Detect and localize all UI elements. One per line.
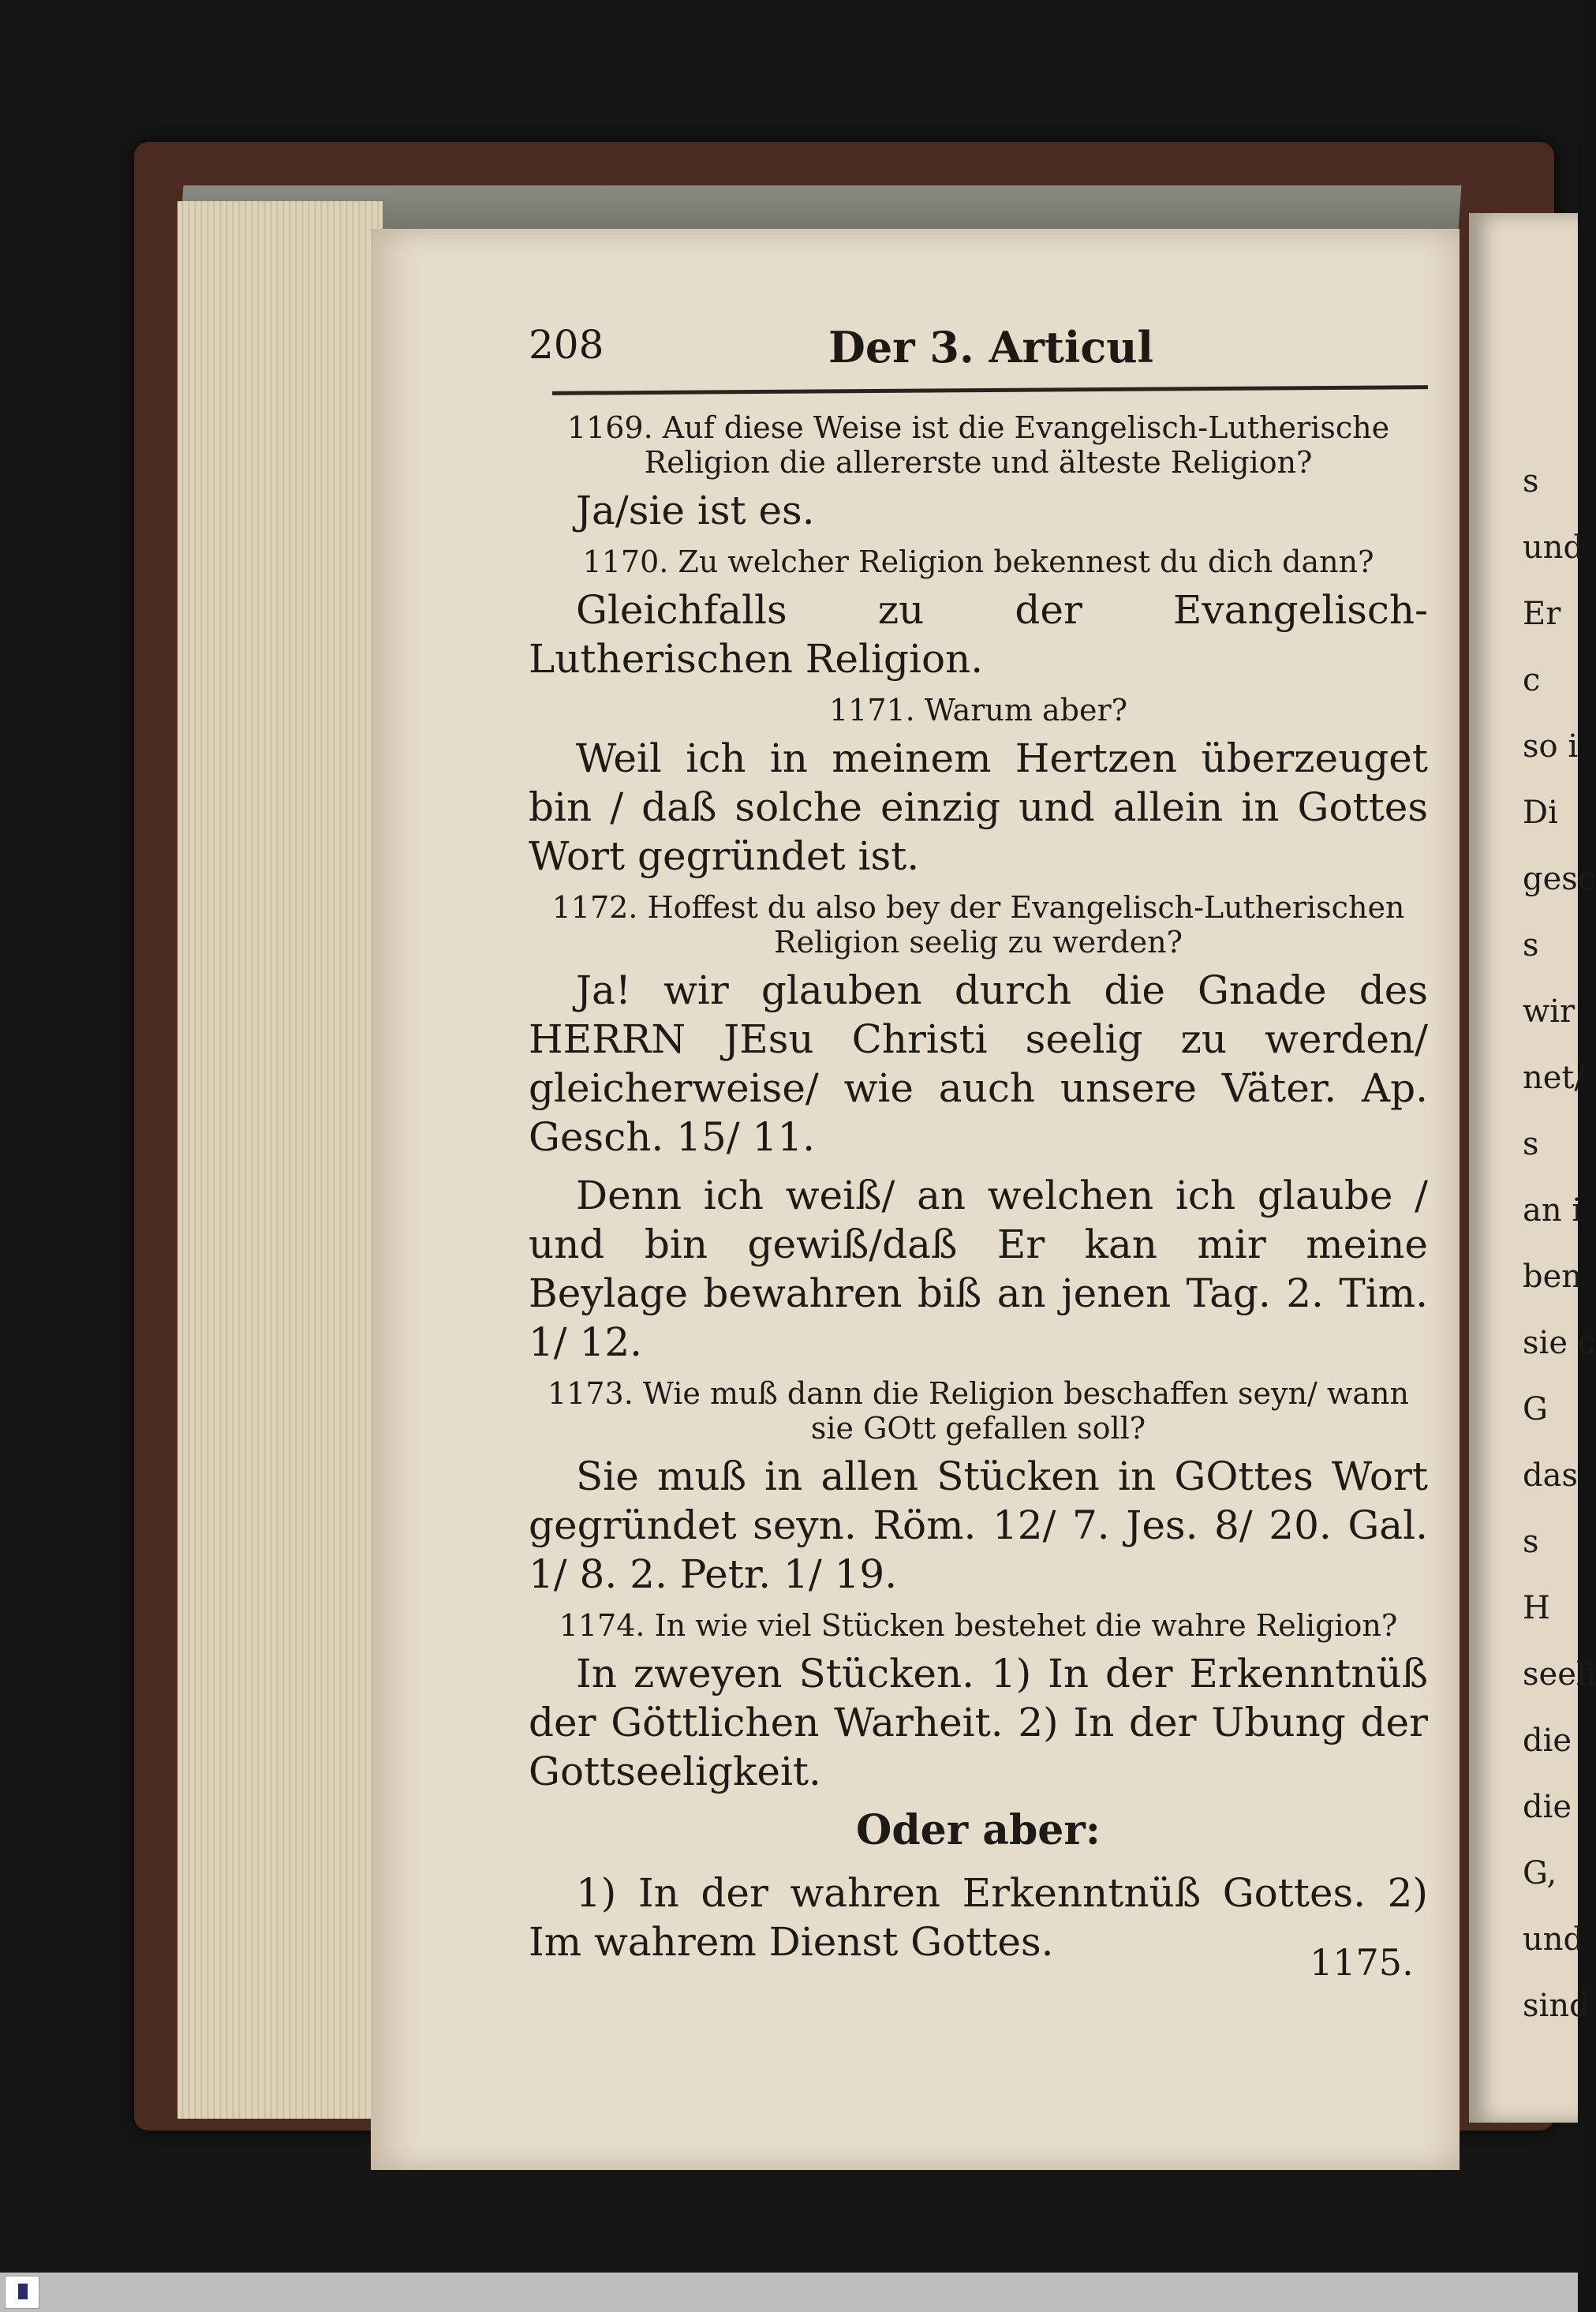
right-page-fragment: das bbox=[1523, 1457, 1578, 1494]
library-logo-icon[interactable] bbox=[5, 2276, 39, 2309]
right-page-fragment: H bbox=[1523, 1590, 1550, 1626]
viewer-bottom-bar bbox=[0, 2273, 1578, 2312]
right-page-fragment: sind bbox=[1523, 1988, 1590, 2024]
running-head bbox=[529, 322, 1428, 377]
answer: Sie muß in allen Stücken in GOttes Wort gegründet seyn. Röm. 12/ 7. Jes. 8/ 20. Gal. 1/ 8. 2. Petr. 1/ 19. bbox=[529, 1453, 1428, 1597]
answer: Ja/sie ist es. bbox=[576, 488, 815, 533]
right-page-fragment: und bbox=[1523, 529, 1584, 566]
right-page-fragment: die bbox=[1523, 1723, 1572, 1759]
entry-1170 bbox=[529, 544, 1428, 683]
right-page-fragment: die bbox=[1523, 1789, 1572, 1825]
right-page-fragment: G bbox=[1523, 1391, 1548, 1427]
right-page-fragment: s bbox=[1523, 1126, 1539, 1162]
answer: Weil ich in meinem Hertzen überzeuget bin / daß solche einzig und allein in Gottes Wort gegründet ist. bbox=[529, 735, 1428, 879]
right-page-fragment: an i bbox=[1523, 1192, 1583, 1229]
answer: Denn ich weiß/ an welchen ich glaube / und bin gewiß/daß Er kan mir meine Beylage bewahren biß an jenen Tag. 2. Tim. 1/ 12. bbox=[529, 1173, 1428, 1365]
page-stack-edge bbox=[178, 201, 383, 2119]
subheading: Oder aber: bbox=[856, 1806, 1101, 1854]
question: 1169. Auf diese Weise ist die Evangelisch-Lutherische Religion die allererste und älteste Religion? bbox=[566, 410, 1390, 480]
right-page-fragment: s bbox=[1523, 927, 1539, 963]
answer: Ja! wir glauben durch die Gnade des HERRN JEsu Christi seelig zu werden/ gleicherweise/ wie auch unsere Väter. Ap. Gesch. 15/ 11. bbox=[529, 967, 1428, 1160]
right-page-fragment: wir bbox=[1523, 993, 1575, 1030]
right-page-fragment: Di bbox=[1523, 795, 1558, 831]
question: 1171. Warum aber? bbox=[828, 693, 1128, 728]
entry-1171 bbox=[529, 693, 1428, 881]
right-page-fragment: Er bbox=[1523, 596, 1561, 632]
entry-1174 bbox=[529, 1608, 1428, 1796]
right-page-fragment: sie c bbox=[1523, 1325, 1596, 1361]
answer: In zweyen Stücken. 1) In der Erkenntnüß der Göttlichen Warheit. 2) In der Ubung der Gottseeligkeit. bbox=[529, 1651, 1428, 1794]
catchword: 1175. bbox=[1310, 1941, 1414, 1984]
page-text bbox=[529, 410, 1428, 1976]
right-page-fragment: gesc bbox=[1523, 861, 1596, 897]
final-answer: 1) In der wahren Erkenntnüß Gottes. 2) Im wahrem Dienst Gottes. bbox=[529, 1870, 1428, 1965]
page-number: 208 bbox=[529, 322, 604, 368]
right-page-fragment: c bbox=[1523, 662, 1541, 698]
right-page-fragment: ben bbox=[1523, 1259, 1583, 1295]
question: 1174. In wie viel Stücken bestehet die wahre Religion? bbox=[559, 1608, 1398, 1643]
answer: Gleichfalls zu der Evangelisch-Lutherischen Religion. bbox=[529, 587, 1428, 682]
right-page-fragment: und bbox=[1523, 1921, 1584, 1958]
right-page-fragment: s bbox=[1523, 1524, 1539, 1560]
right-page-fragment: G, bbox=[1523, 1855, 1557, 1891]
entry-1169 bbox=[529, 410, 1428, 535]
right-page-fragment: s bbox=[1523, 463, 1539, 499]
right-page-fragment: seeli bbox=[1523, 1656, 1596, 1693]
entry-1173 bbox=[529, 1376, 1428, 1599]
running-title: Der 3. Articul bbox=[828, 322, 1154, 372]
right-page-fragment: so i bbox=[1523, 728, 1579, 765]
question: 1172. Hoffest du also bey der Evangelisch-Lutherischen Religion seelig zu werden? bbox=[551, 890, 1405, 960]
entry-1172 bbox=[529, 890, 1428, 1367]
question: 1173. Wie muß dann die Religion beschaffen seyn/ wann sie GOtt gefallen soll? bbox=[547, 1376, 1410, 1446]
question: 1170. Zu welcher Religion bekennest du dich dann? bbox=[582, 544, 1374, 579]
right-page-fragment: net/ bbox=[1523, 1060, 1585, 1096]
right-page bbox=[1469, 213, 1596, 2123]
